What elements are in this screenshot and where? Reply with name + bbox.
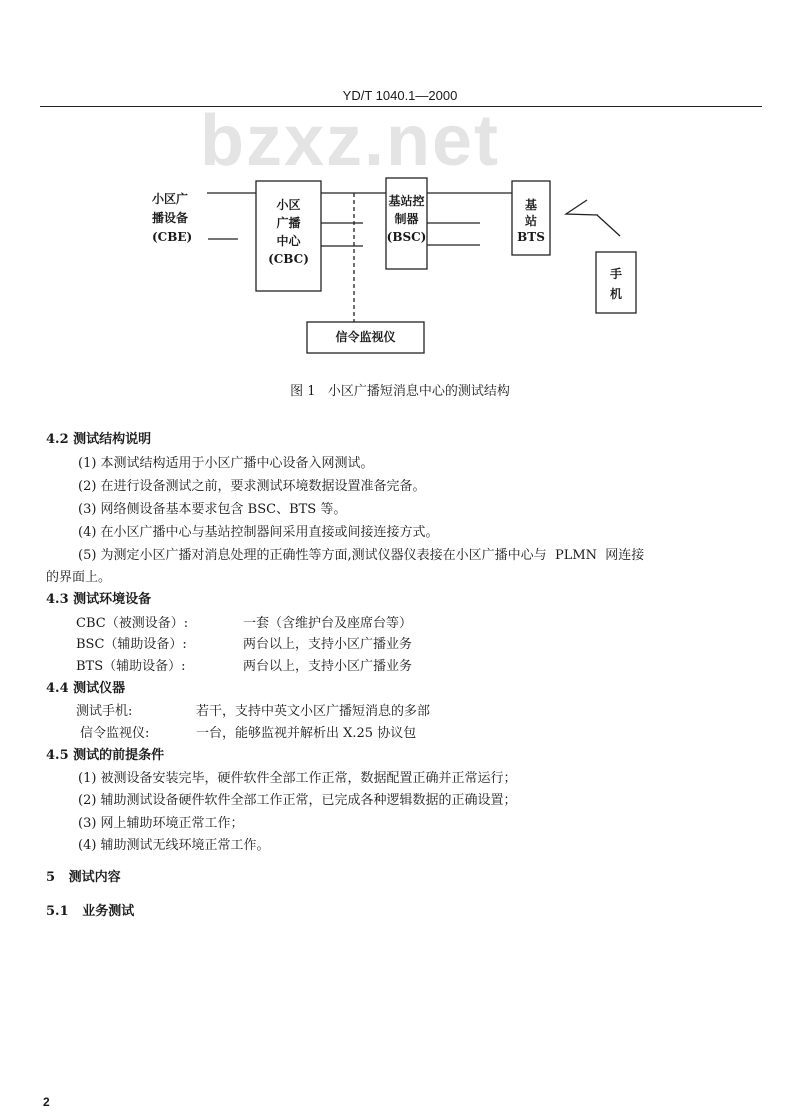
phone-label-1: 手 [609, 267, 622, 281]
section-4-5-title: 4.5 测试的前提条件 [46, 748, 165, 763]
list-item: (4) 辅助测试无线环境正常工作。 [78, 838, 270, 853]
cbe-label-2: 播设备 [152, 211, 189, 225]
figure-caption: 图 1 小区广播短消息中心的测试结构 [290, 384, 510, 399]
figure-diagram [0, 0, 800, 420]
watermark: bzxz.net [200, 110, 501, 172]
bsc-label-2: 制器 [394, 212, 419, 226]
instrument-desc: 若干，支持中英文小区广播短消息的多部 [196, 704, 431, 719]
instrument-name: 信令监视仪: [80, 726, 150, 741]
equipment-desc: 一套（含维护台及座席台等） [243, 616, 413, 631]
bsc-label-1: 基站控 [388, 194, 425, 208]
bsc-label-3: (BSC) [386, 230, 427, 244]
instrument-desc: 一台，能够监视并解析出 X.25 协议包 [196, 726, 417, 741]
bts-label-3: BTS [517, 230, 545, 244]
section-5-title: 5 测试内容 [46, 870, 121, 885]
equipment-desc: 两台以上，支持小区广播业务 [243, 637, 413, 652]
bts-label-1: 基 [524, 198, 537, 212]
equipment-name: BTS（辅助设备）: [76, 659, 186, 674]
list-item: (2) 辅助测试设备硬件软件全部工作正常，已完成各种逻辑数据的正确设置； [78, 793, 517, 808]
radio-link-icon [566, 200, 620, 236]
cbe-label-1: 小区广 [152, 192, 189, 206]
equipment-desc: 两台以上，支持小区广播业务 [243, 659, 413, 674]
section-5-1-title: 5.1 业务测试 [46, 904, 135, 919]
phone-label-2: 机 [609, 287, 622, 301]
cbc-label-3: 中心 [276, 234, 301, 248]
section-4-3-title: 4.3 测试环境设备 [46, 592, 152, 607]
cbc-label-2: 广播 [276, 216, 301, 230]
list-item: (1) 被测设备安装完毕，硬件软件全部工作正常，数据配置正确并正常运行； [78, 771, 517, 786]
section-4-4-title: 4.4 测试仪器 [46, 681, 126, 696]
list-item: (1) 本测试结构适用于小区广播中心设备入网测试。 [78, 456, 374, 471]
page-number: 2 [43, 1095, 50, 1109]
cbe-label-3: (CBE) [152, 230, 193, 244]
section-4-2-title: 4.2 测试结构说明 [46, 432, 152, 447]
bts-label-2: 站 [524, 214, 537, 228]
equipment-name: BSC（辅助设备）: [76, 637, 187, 652]
equipment-name: CBC（被测设备）: [76, 616, 189, 631]
page-header: YD/T 1040.1—2000 [342, 88, 458, 103]
list-item: (3) 网络侧设备基本要求包含 BSC、BTS 等。 [78, 502, 347, 517]
list-item: (2) 在进行设备测试之前，要求测试环境数据设置准备完备。 [78, 479, 426, 494]
cbc-label-4: (CBC) [268, 252, 309, 266]
list-item: (3) 网上辅助环境正常工作； [78, 816, 244, 831]
phone-box [596, 252, 636, 313]
instrument-name: 测试手机: [76, 704, 133, 719]
monitor-label: 信令监视仪 [335, 330, 396, 344]
list-item: (4) 在小区广播中心与基站控制器间采用直接或间接连接方式。 [78, 525, 439, 540]
list-item-continuation: 的界面上。 [46, 570, 112, 585]
list-item: (5) 为测定小区广播对消息处理的正确性等方面,测试仪器仪表接在小区广播中心与 PLMN 网连接 [78, 548, 645, 563]
cbc-label-1: 小区 [276, 198, 301, 212]
